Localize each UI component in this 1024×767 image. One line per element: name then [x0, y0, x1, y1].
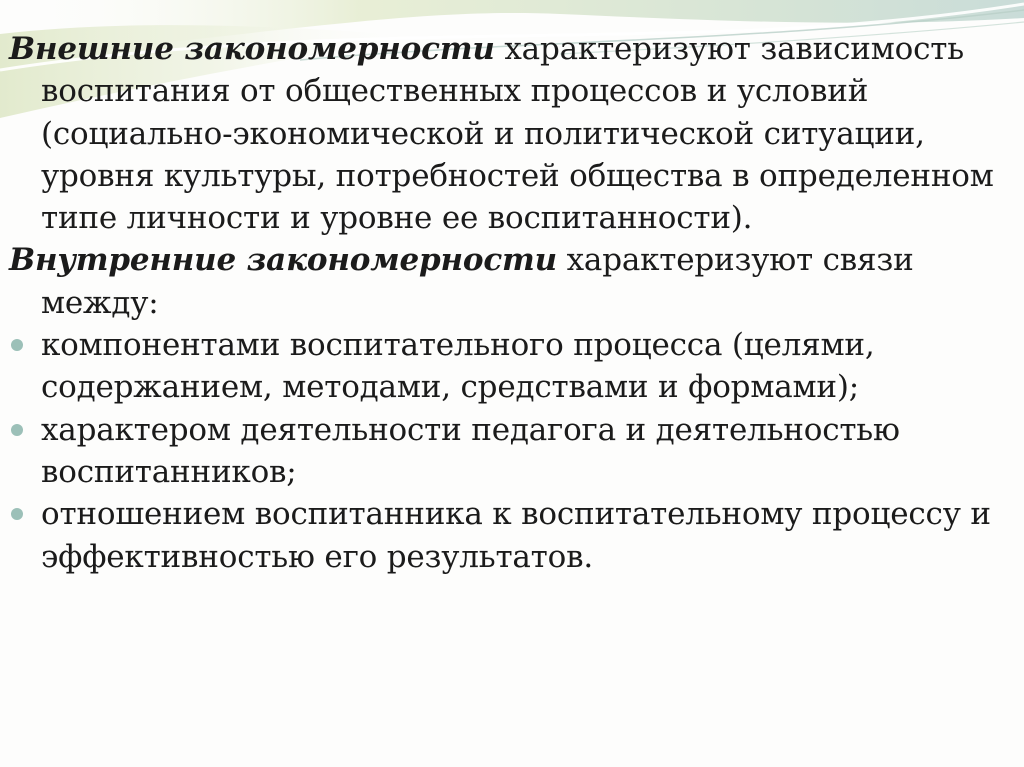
bullet-icon — [11, 339, 23, 351]
internal-patterns-list — [9, 324, 1009, 578]
list-item-text: характером деятельности педагога и деятельностью воспитанников; — [41, 411, 900, 490]
list-item — [9, 324, 1009, 409]
list-item — [9, 493, 1009, 578]
bullet-icon — [11, 508, 23, 520]
list-item-text: отношением воспитанника к воспитательному процессу и эффективностью его результатов. — [41, 496, 991, 575]
external-patterns-description: характеризуют зависимость воспитания от общественных процессов и условий (социально-экономической и политической ситуации, уровня культуры, потребностей общества в определенном типе личности и уровне ее воспитанности). — [41, 31, 994, 237]
internal-patterns-term: Внутренние закономерности — [9, 242, 557, 279]
external-patterns-term: Внешние закономерности — [9, 31, 495, 67]
list-item — [9, 409, 1009, 494]
list-item-text: компонентами воспитательного процесса (целями, содержанием, методами, средствами и формами); — [41, 327, 875, 406]
slide-body — [9, 28, 1009, 578]
bullet-icon — [11, 424, 23, 436]
internal-patterns-paragraph — [9, 239, 1009, 324]
external-patterns-paragraph — [9, 28, 1009, 239]
internal-patterns-description: характеризуют связи между: — [41, 242, 914, 321]
